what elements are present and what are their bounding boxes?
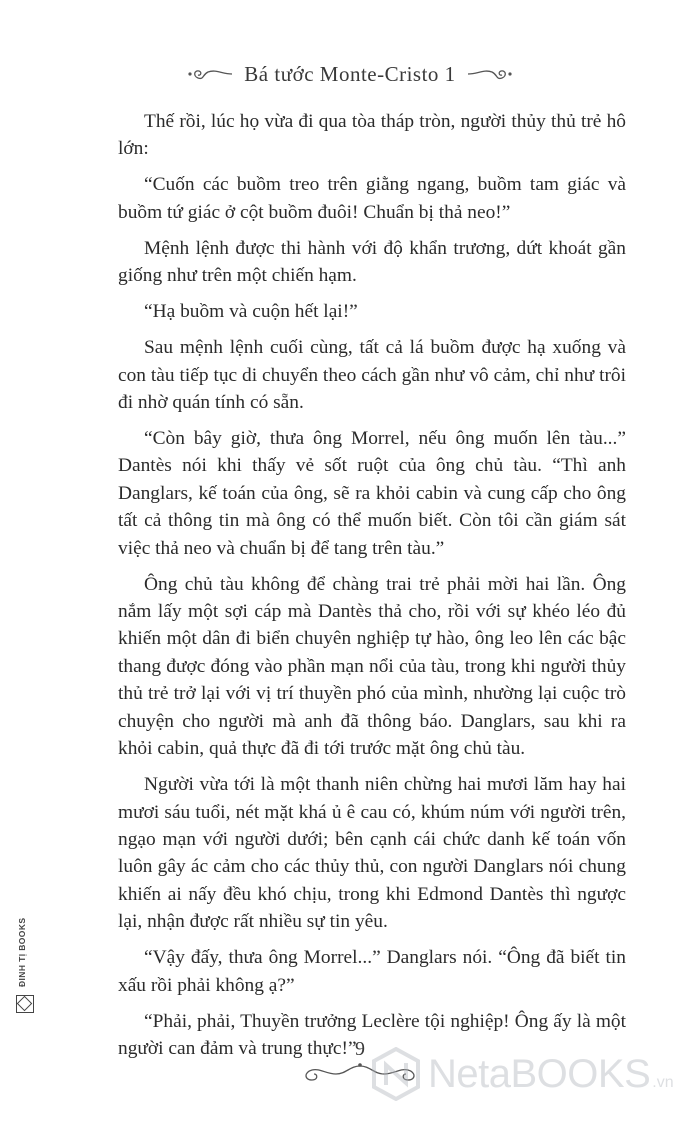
paragraph: “Vậy đấy, thưa ông Morrel...” Danglars nói. “Ông đã biết tin xấu rồi phải không ạ?”: [118, 947, 626, 996]
watermark-brand: NetaBOOKS: [428, 1051, 651, 1096]
paragraph: “Cuốn các buồm treo trên giằng ngang, buồm tam giác và buồm tứ giác ở cột buồm đuôi! Chuẩn bị thả neo!”: [118, 174, 626, 223]
book-title: Bá tước Monte-Cristo 1: [244, 61, 456, 86]
publisher-mark: [14, 905, 38, 1013]
publisher-name: ĐINH TỊ BOOKS: [17, 917, 27, 987]
right-flourish-icon: [466, 66, 514, 82]
paragraph: Thế rồi, lúc họ vừa đi qua tòa tháp tròn, người thủy thủ trẻ hô lớn:: [118, 111, 626, 160]
watermark: [372, 1044, 674, 1104]
paragraph: “Hạ buồm và cuộn hết lại!”: [144, 301, 358, 323]
running-header: [0, 60, 700, 88]
paragraph: Ông chủ tàu không để chàng trai trẻ phải mời hai lần. Ông nắm lấy một sợi cáp mà Dantès thả cho, rồi với sự khéo léo đủ khiến một dân đi biển chuyên nghiệp tự hào, ông leo lên các bậc thang được đóng vào phần mạn nổi của tàu, trong khi người thủy thủ trẻ trở lại với vị trí thuyền phó của mình, nhường lại cuộc trò chuyện cho người mà anh đã thông báo. Danglars, sau khi ra khỏi cabin, quả thực đã đi tới trước mặt ông chủ tàu.: [118, 573, 626, 760]
left-flourish-icon: [186, 66, 234, 82]
netabooks-logo-icon: [372, 1047, 420, 1101]
paragraph: Sau mệnh lệnh cuối cùng, tất cả lá buồm được hạ xuống và con tàu tiếp tục di chuyển theo cách gần như vô cảm, chỉ như trôi đi nhờ quán tính có sẵn.: [118, 337, 626, 414]
paragraph: Mệnh lệnh được thi hành với độ khẩn trương, dứt khoát gần giống như trên một chiến hạm.: [118, 237, 626, 287]
watermark-suffix: .vn: [652, 1074, 674, 1091]
paragraph: Người vừa tới là một thanh niên chừng hai mươi lăm hay hai mươi sáu tuổi, nét mặt khá ủ ê cau có, khúm núm với người trên, ngạo mạn với người dưới; bên cạnh cái chức danh kế toán vốn luôn gây ác cảm cho các thủy thủ, con người Danglars nói chung khiến ai nấy đều khó chịu, trong khi Edmond Dantès thì ngược lại, nhận được rất nhiều sự tin yêu.: [118, 774, 626, 933]
paragraph: “Phải, phải, Thuyền trưởng Leclère tội nghiệp! Ông ấy là một người can đảm và trung thực!”: [118, 1010, 626, 1059]
page-number: 9: [355, 1038, 365, 1060]
diamond-logo-icon: [16, 995, 34, 1013]
paragraph: “Còn bây giờ, thưa ông Morrel, nếu ông muốn lên tàu...” Dantès nói khi thấy vẻ sốt ruột của ông chủ tàu. “Thì anh Danglars, kế toán của ông, sẽ ra khỏi cabin và cung cấp cho ông tất cả thông tin mà ông có thể muốn biết. Còn tôi cần giám sát việc thả neo và chuẩn bị để tang trên tàu.”: [118, 428, 626, 559]
body-text: [118, 108, 626, 1071]
